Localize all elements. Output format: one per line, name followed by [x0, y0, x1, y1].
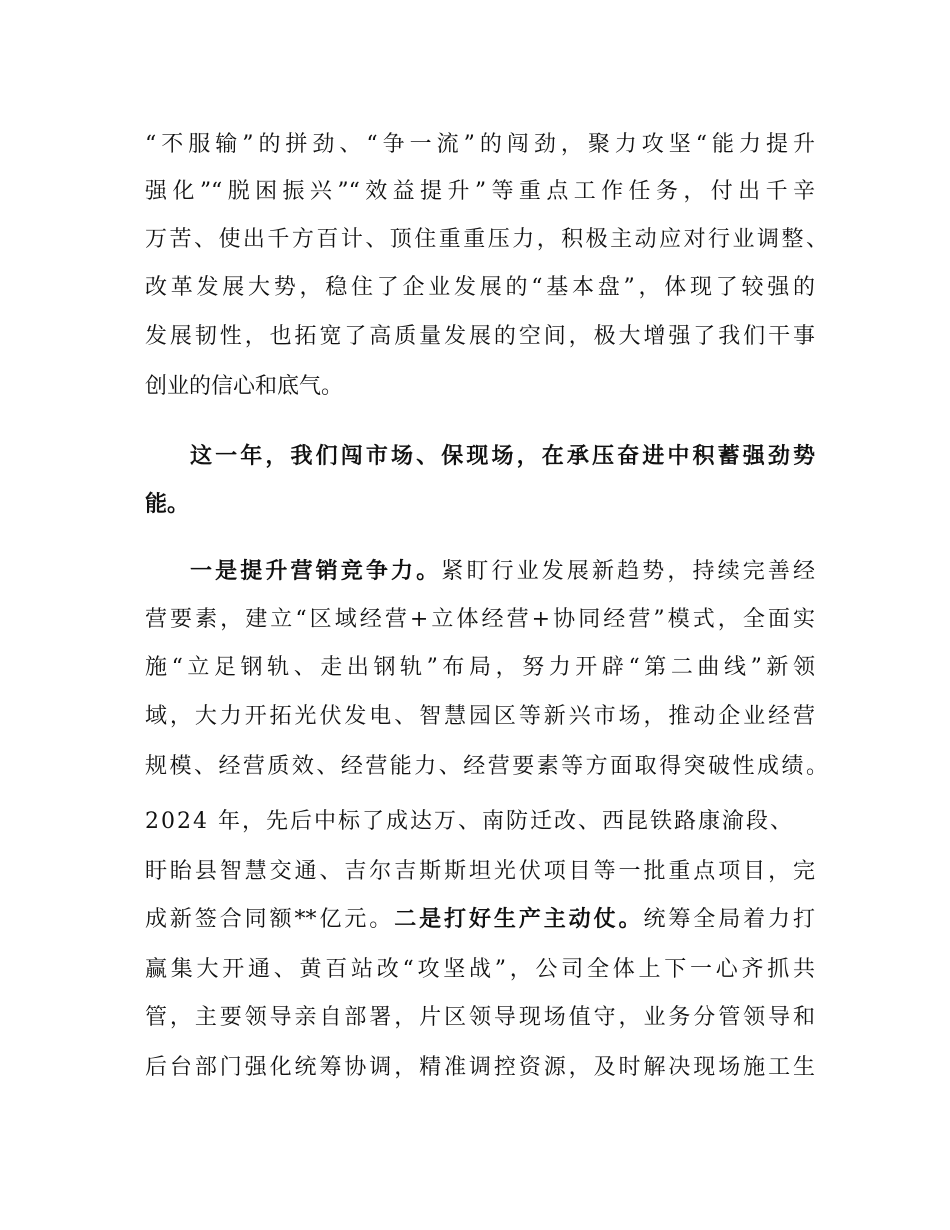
body-line: 域，大力开拓光伏发电、智慧园区等新兴市场，推动企业经营	[145, 704, 815, 729]
body-line: 发展韧性，也拓宽了高质量发展的空间，极大增强了我们干事	[145, 324, 815, 349]
body-line: 规模、经营质效、经营能力、经营要素等方面取得突破性成绩。	[145, 754, 828, 779]
body-text: 统筹全局着力打	[643, 907, 815, 932]
body-line: “不服输”的拼劲、“争一流”的闯劲，聚力攻坚“能力提升	[145, 132, 815, 157]
body-text: 成新签合同额**亿元。	[145, 907, 395, 932]
body-line	[145, 905, 815, 935]
body-line: 管，主要领导亲自部署，片区领导现场值守，业务分管领导和	[145, 1005, 815, 1030]
body-line: 2024 年，先后中标了成达万、南防迁改、西昆铁路康渝段、	[145, 809, 794, 834]
point-heading: 二是打好生产主动仗。	[394, 907, 644, 932]
body-line: 创业的信心和底气。	[145, 374, 344, 399]
body-line: 强化”“脱困振兴”“效益提升”等重点工作任务，付出千辛	[145, 179, 815, 204]
body-line: 营要素，建立“区域经营+立体经营+协同经营”模式，全面实	[145, 607, 815, 632]
body-line: 盱眙县智慧交通、吉尔吉斯斯坦光伏项目等一批重点项目，完	[145, 859, 815, 884]
body-line: 改革发展大势，稳住了企业发展的“基本盘”，体现了较强的	[145, 275, 815, 300]
body-text: 紧盯行业发展新趋势，持续完善经	[441, 559, 815, 584]
section-heading-line: 这一年，我们闯市场、保现场，在承压奋进中积蓄强劲势	[190, 444, 815, 469]
section-heading-line: 能。	[145, 492, 190, 517]
body-line: 万苦、使出千方百计、顶住重重压力，积极主动应对行业调整、	[145, 227, 828, 252]
body-line: 后台部门强化统筹协调，精准调控资源，及时解决现场施工生	[145, 1055, 815, 1080]
body-line: 施“立足钢轨、走出钢轨”布局，努力开辟“第二曲线”新领	[145, 655, 815, 680]
point-heading: 一是提升营销竞争力。	[190, 559, 442, 584]
body-line: 赢集大开通、黄百站改“攻坚战”，公司全体上下一心齐抓共	[145, 957, 815, 982]
body-line	[190, 557, 815, 587]
